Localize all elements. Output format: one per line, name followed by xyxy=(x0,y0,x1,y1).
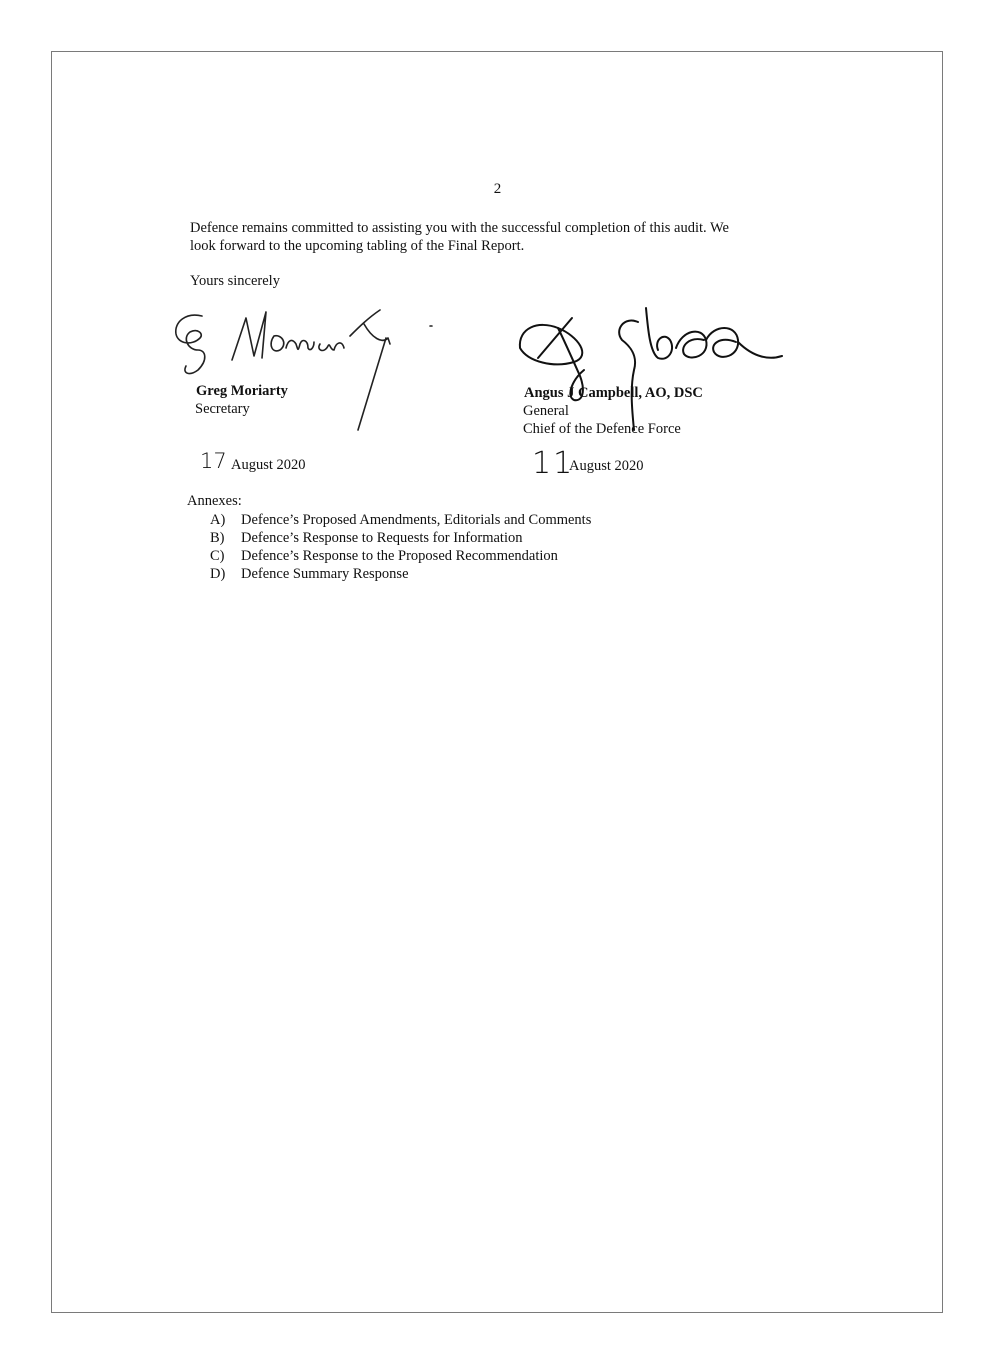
signatory-2-title: General xyxy=(523,403,569,419)
page-number: 2 xyxy=(493,181,502,197)
signatory-2-name: Angus J Campbell, AO, DSC xyxy=(524,385,703,401)
annex-item xyxy=(210,529,591,547)
annex-letter: A) xyxy=(210,512,226,528)
annex-item xyxy=(210,511,591,529)
body-paragraph-line-2: look forward to the upcoming tabling of the Final Report. xyxy=(190,238,525,254)
annex-text: Defence’s Response to the Proposed Recommendation xyxy=(241,548,558,564)
closing-salutation: Yours sincerely xyxy=(190,273,280,289)
signatory-1-date-day-handwritten: 17 xyxy=(200,449,227,473)
annex-letter: C) xyxy=(210,548,225,564)
body-paragraph-line-1: Defence remains committed to assisting you with the successful completion of this audit. We xyxy=(190,220,729,236)
signatory-2-date: August 2020 xyxy=(569,458,644,474)
annex-item xyxy=(210,565,591,583)
signatory-1-name: Greg Moriarty xyxy=(196,383,288,399)
signatory-1-title: Secretary xyxy=(195,401,250,417)
annex-item xyxy=(210,547,591,565)
annex-text: Defence’s Proposed Amendments, Editorials and Comments xyxy=(241,512,592,528)
annex-text: Defence Summary Response xyxy=(241,566,409,582)
body-paragraph xyxy=(190,219,810,255)
signatory-2-title-line-2: Chief of the Defence Force xyxy=(523,421,681,437)
signatory-1-date: August 2020 xyxy=(231,457,306,473)
annexes-heading: Annexes: xyxy=(187,493,242,509)
annex-letter: D) xyxy=(210,566,226,582)
annex-letter: B) xyxy=(210,530,225,546)
annexes-list xyxy=(210,511,591,583)
signatory-2-date-day-handwritten: 11 xyxy=(532,446,575,481)
annex-text: Defence’s Response to Requests for Information xyxy=(241,530,523,546)
